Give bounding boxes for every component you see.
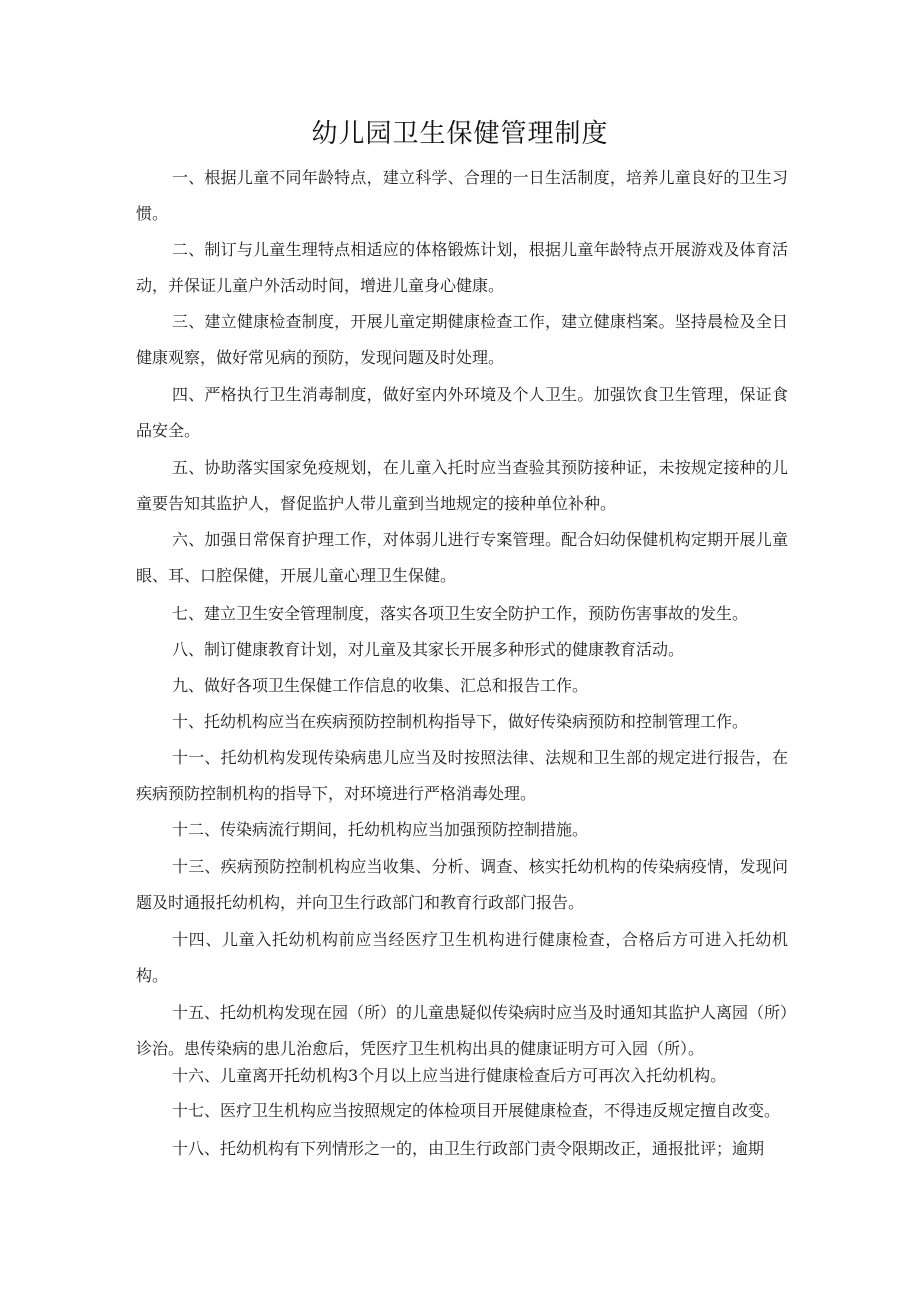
paragraph: 九、做好各项卫生保健工作信息的收集、汇总和报告工作。 [172, 676, 589, 695]
paragraph: 十三、疾病预防控制机构应当收集、分析、调查、核实托幼机构的传染病疫情，发现问题及时通报托幼机构，并向卫生行政部门和教育行政部门报告。 [136, 857, 788, 912]
paragraph: 十四、儿童入托幼机构前应当经医疗卫生机构进行健康检查，合格后方可进入托幼机构。 [136, 930, 788, 985]
paragraph: 四、严格执行卫生消毒制度，做好室内外环境及个人卫生。加强饮食卫生管理，保证食品安全。 [136, 385, 788, 440]
paragraph: 五、协助落实国家免疫规划，在儿童入托时应当查验其预防接种证，未按规定接种的儿童要告知其监护人，督促监护人带儿童到当地规定的接种单位补种。 [136, 458, 788, 513]
paragraph: 十、托幼机构应当在疾病预防控制机构指导下，做好传染病预防和控制管理工作。 [172, 712, 749, 731]
paragraph: 六、加强日常保育护理工作，对体弱儿进行专案管理。配合妇幼保健机构定期开展儿童眼、耳、口腔保健，开展儿童心理卫生保健。 [136, 530, 788, 585]
paragraph: 十六、儿童离开托幼机构3个月以上应当进行健康检查后方可再次入托幼机构。 [172, 1066, 727, 1085]
paragraph: 十二、传染病流行期间，托幼机构应当加强预防控制措施。 [172, 820, 589, 839]
paragraph: 一、根据儿童不同年龄特点，建立科学、合理的一日生活制度，培养儿童良好的卫生习惯。 [136, 168, 788, 223]
paragraph: 二、制订与儿童生理特点相适应的体格锻炼计划，根据儿童年龄特点开展游戏及体育活动，并保证儿童户外活动时间，增进儿童身心健康。 [136, 240, 788, 295]
paragraph: 十八、托幼机构有下列情形之一的，由卫生行政部门责令限期改正，通报批评；逾期 [172, 1139, 765, 1158]
page-title: 幼儿园卫生保健管理制度 [311, 119, 609, 149]
paragraph: 十一、托幼机构发现传染病患儿应当及时按照法律、法规和卫生部的规定进行报告，在疾病预防控制机构的指导下，对环境进行严格消毒处理。 [136, 748, 788, 803]
paragraph: 十五、托幼机构发现在园（所）的儿童患疑似传染病时应当及时通知其监护人离园（所）诊治。患传染病的患儿治愈后，凭医疗卫生机构出具的健康证明方可入园（所）。 [136, 1003, 789, 1058]
paragraph: 三、建立健康检查制度，开展儿童定期健康检查工作，建立健康档案。坚持晨检及全日健康观察，做好常见病的预防，发现问题及时处理。 [136, 312, 788, 367]
paragraph: 十七、医疗卫生机构应当按照规定的体检项目开展健康检查，不得违反规定擅自改变。 [172, 1101, 781, 1120]
paragraph: 八、制订健康教育计划，对儿童及其家长开展多种形式的健康教育活动。 [172, 640, 685, 659]
paragraph: 七、建立卫生安全管理制度，落实各项卫生安全防护工作，预防伤害事故的发生。 [172, 604, 749, 623]
